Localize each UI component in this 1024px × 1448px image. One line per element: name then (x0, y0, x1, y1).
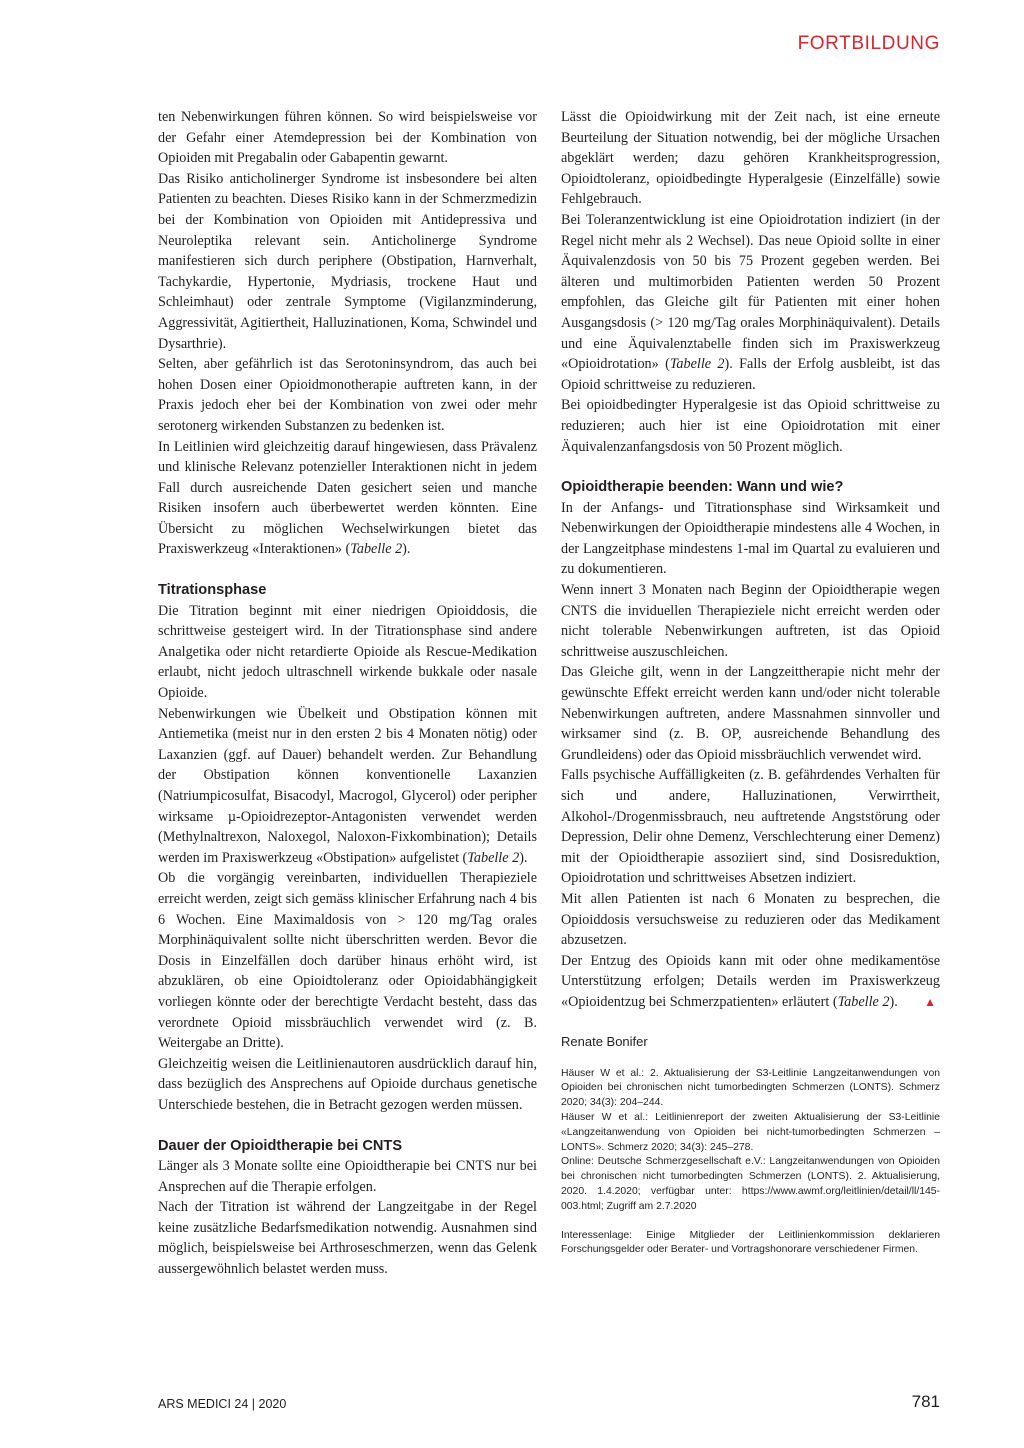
paragraph-text: ). Falls der Erfolg ausbleibt, ist das Opioid schrittweise zu reduzieren. (561, 356, 940, 393)
right-column (561, 107, 940, 1258)
paragraph: Selten, aber gefährlich ist das Serotoninsyndrom, das auch bei hohen Dosen einer Opioidmonotherapie auftreten kann, in der Praxis jedoch eher bei der Kombination von zwei oder mehr serotonerg wirkenden Substanzen zu bedenken ist. (158, 356, 537, 434)
reference-item: Online: Deutsche Schmerzgesellschaft e.V.: Langzeitanwendungen von Opioiden bei chronischen nicht tumorbedingten Schmerzen (LONTS). 2. Aktualisierung, 2020. 1.4.2020; verfügbar unter: https://www.awmf.org/leitlinien/detail/ll/145-003.html; Zugriff am 2.7.2020 (561, 1156, 940, 1212)
left-column (158, 107, 537, 1280)
author-name: Renate Bonifer (561, 1033, 648, 1049)
table-reference: Tabelle 2 (837, 993, 890, 1010)
paragraph-text: Der Entzug des Opioids kann mit oder ohne medikamentöse Unterstützung erfolgen; Details werden im Praxiswerkzeug «Opioidentzug bei Schmerzpatienten» erläutert ( (561, 952, 940, 1010)
paragraph-text: ). (889, 993, 898, 1010)
section-heading-end-therapy: Opioidtherapie beenden: Wann und wie? (561, 479, 844, 496)
end-of-article-triangle-icon: ▲ (924, 994, 936, 1009)
paragraph: Nach der Titration ist während der Langzeitgabe in der Regel keine zusätzliche Bedarfsmedikation notwendig. Ausnahmen sind möglich, beispielsweise bei Arthroseschmerzen, wenn das Gelenk aussergewöhnlich belastet werden muss. (158, 1199, 537, 1278)
section-label: FORTBILDUNG (797, 33, 940, 54)
paragraph: In der Anfangs- und Titrationsphase sind Wirksamkeit und Nebenwirkungen der Opioidtherapie mindestens alle 4 Wochen, in der Langzeitphase mindestens 1-mal im Quartal zu evaluieren und zu dokumentieren. (561, 499, 940, 578)
paragraph (561, 210, 940, 395)
paragraph (561, 951, 940, 1013)
table-reference: Tabelle 2 (669, 356, 725, 373)
table-reference: Tabelle 2 (467, 849, 520, 866)
paragraph: Lässt die Opioidwirkung mit der Zeit nach, ist eine erneute Beurteilung der Situation notwendig, bei der mögliche Ursachen abgeklärt werden; dazu gehören Krankheitsprogression, Opioidtoleranz, opioidbedingte Hyperalgesie (Einzelfälle) sowie Fehlgebrauch. (561, 109, 940, 208)
reference-item: Häuser W et al.: Leitlinienreport der zweiten Aktualisierung der S3-Leitlinie «Langzeitanwendung von Opioiden bei nicht-tumorbedingten Schmerzen – LONTS». Schmerz 2020; 34(3): 245–278. (561, 1111, 940, 1153)
paragraph-text: Nebenwirkungen wie Übelkeit und Obstipation können mit Antiemetika (meist nur in den ersten 2 bis 4 Monaten nötig) oder Laxanzien (ggf. auf Dauer) behandelt werden. Zur Behandlung der Obstipation können konventionelle Laxanzien (Natriumpicosulfat, Bisacodyl, Macrogol, Glycerol) oder peripher wirksame µ-Opioidrezeptor-Antagonisten verwendet werden (Methylnaltrexon, Naloxegol, Naloxon-Fixkombination); Details werden im Praxiswerkzeug «Obstipation» aufgelistet ( (158, 705, 537, 866)
paragraph: Gleichzeitig weisen die Leitlinienautoren ausdrücklich darauf hin, dass bezüglich des Ansprechens auf Opioide durchaus genetische Unterschiede bestehen, die in Betracht gezogen werden müssen. (158, 1055, 537, 1113)
page-number: 781 (911, 1392, 940, 1411)
journal-issue: ARS MEDICI 24 | 2020 (158, 1397, 287, 1411)
paragraph (158, 437, 537, 561)
reference-item: Häuser W et al.: 2. Aktualisierung der S3-Leitlinie Langzeitanwendungen von Opioiden bei chronischen nicht tumorbedingten Schmerzen (LONTS). Schmerz 2020; 34(3): 204–244. (561, 1067, 940, 1109)
paragraph: Das Risiko anticholinerger Syndrome ist insbesondere bei alten Patienten zu beachten. Dieses Risiko kann in der Schmerzmedizin bei der Kombination von Opioiden mit Antidepressiva und Neuroleptika relevant sein. Anticholinerge Syndrome manifestieren sich durch periphere (Obstipation, Harnverhalt, Tachykardie, Hypertonie, Mydriasis, trockene Haut und Schleimhaut) oder zentrale Symptome (Vigilanzminderung, Aggressivität, Agitiertheit, Halluzinationen, Koma, Schwindel und Dysarthrie). (158, 170, 537, 352)
section-heading-duration: Dauer der Opioidtherapie bei CNTS (158, 1137, 403, 1154)
paragraph: Mit allen Patienten ist nach 6 Monaten zu besprechen, die Opioiddosis versuchsweise zu reduzieren oder das Medikament abzusetzen. (561, 890, 940, 949)
references (561, 1067, 940, 1259)
paragraph-text: Bei Toleranzentwicklung ist eine Opioidrotation indiziert (in der Regel nicht mehr als 2 Wechsel). Das neue Opioid sollte in einer Äquivalenzdosis von 50 bis 75 Prozent gegeben werden. Bei älteren und multimorbiden Patienten werden 50 Prozent empfohlen, das Gleiche gilt für Patienten mit einer hohen Ausgangsdosis (> 120 mg/Tag orales Morphinäquivalent). Details und eine Äquivalenztabelle finden sich im Praxiswerkzeug «Opioidrotation» ( (561, 211, 940, 373)
paragraph: Ob die vorgängig vereinbarten, individuellen Therapieziele erreicht werden, zeigt sich gemäss klinischer Erfahrung nach 4 bis 6 Wochen. Eine Maximaldosis von > 120 mg/Tag orales Morphinäquivalent sollte nicht überschritten werden. Bevor die Dosis in Einzelfällen doch darüber hinaus erhöht wird, ist abzuklären, ob eine Opioidtoleranz oder Opioidabhängigkeit vorliegen könnte oder der berechtigte Verdacht besteht, dass das verordnete Opioid missbräuchlich verwendet wird (z. B. Weitergabe an Dritte). (158, 870, 537, 1052)
section-heading-titration: Titrationsphase (158, 582, 267, 599)
paragraph (158, 704, 537, 869)
table-reference: Tabelle 2 (350, 541, 403, 558)
paragraph: Bei opioidbedingter Hyperalgesie ist das Opioid schrittweise zu reduzieren; auch hier ist eine Opioidrotation mit einer Äquivalenzanfangsdosis von 50 Prozent möglich. (561, 397, 940, 455)
paragraph: Wenn innert 3 Monaten nach Beginn der Opioidtherapie wegen CNTS die inviduellen Therapieziele nicht erreicht werden oder nicht tolerable Nebenwirkungen auftreten, ist das Opioid schrittweise auszuschleichen. (561, 582, 940, 660)
paragraph-text: ). (402, 541, 411, 558)
paragraph: Falls psychische Auffälligkeiten (z. B. gefährdendes Verhalten für sich und andere, Halluzinationen, Verwirrtheit, Alkohol-/Drogenmissbrauch, neu auftretende Angststörung oder Depression, Delir ohne Demenz, Verschlechterung einer Demenz) mit der Opioidtherapie assoziiert sind, sind Dosisreduktion, Opioidrotation und schrittweises Absetzen indiziert. (561, 767, 940, 887)
conflict-of-interest-note: Interessenlage: Einige Mitglieder der Leitlinienkommission deklarieren Forschungsgelder oder Berater- und Vortragshonorare verschiedener Firmen. (561, 1229, 940, 1256)
paragraph: Das Gleiche gilt, wenn in der Langzeittherapie nicht mehr der gewünschte Effekt erreicht werden kann und/oder nicht tolerable Nebenwirkungen auftreten, andere Massnahmen sinnvoller und wirksamer sind (z. B. OP, ausreichende Behandlung des Grundleidens) oder das Opioid missbräuchlich verwendet wird. (561, 664, 940, 763)
paragraph: Länger als 3 Monate sollte eine Opioidtherapie bei CNTS nur bei Ansprechen auf die Therapie erfolgen. (158, 1158, 537, 1195)
paragraph: Die Titration beginnt mit einer niedrigen Opioiddosis, die schrittweise gesteigert wird. In der Titrationsphase sind andere Analgetika oder nicht retardierte Opioide als Rescue-Medikation erlaubt, nicht jedoch ultraschnell wirkende bukkale oder nasale Opioide. (158, 602, 537, 702)
paragraph-text: In Leitlinien wird gleichzeitig darauf hingewiesen, dass Prävalenz und klinische Relevanz potenzieller Interaktionen nicht in jedem Fall durch ausreichende Daten gesichert seien und manche Risiken insofern auch überbewertet werden könnten. Eine Übersicht zu möglichen Wechselwirkungen bietet das Praxiswerkzeug «Interaktionen» ( (158, 438, 537, 558)
paragraph-text: ). (519, 849, 528, 866)
paragraph: ten Nebenwirkungen führen können. So wird beispielsweise vor der Gefahr einer Atemdepression bei der Kombination von Opioiden mit Pregabalin oder Gabapentin gewarnt. (158, 109, 537, 167)
